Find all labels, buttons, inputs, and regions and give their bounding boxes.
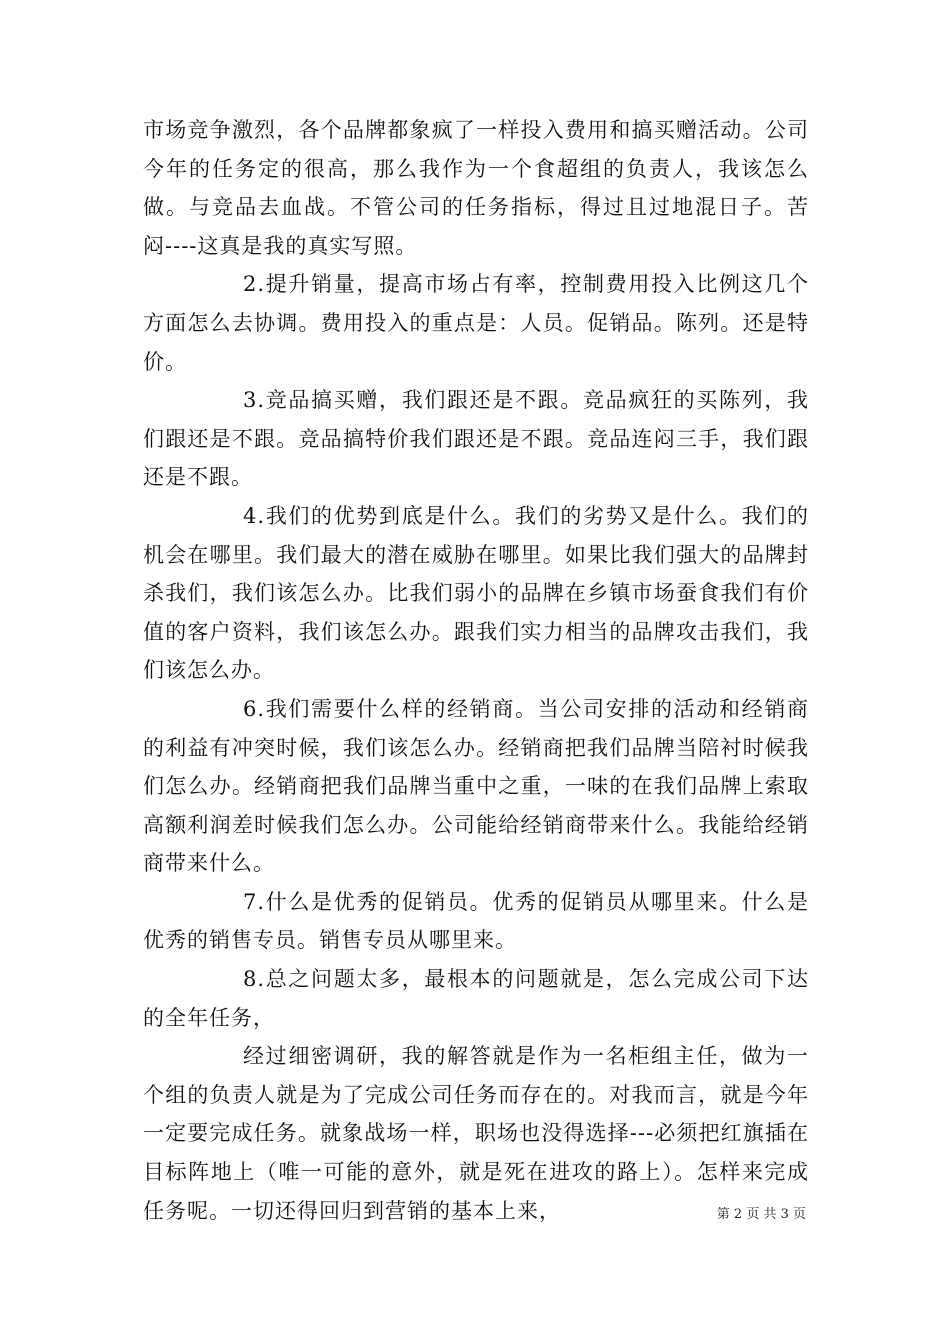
paragraph-intro: 市场竞争激烈，各个品牌都象疯了一样投入费用和搞买赠活动。公司今年的任务定的很高，那么我作为一个食超组的负责人，我该怎么做。与竞品去血战。不管公司的任务指标，得过且过地混日子。苦闷----这真是我的真实写照。 (143, 118, 809, 258)
paragraph-item-6: 6.我们需要什么样的经销商。当公司安排的活动和经销商的利益有冲突时候，我们该怎么办。经销商把我们品牌当陪衬时候我们怎么办。经销商把我们品牌当重中之重，一味的在我们品牌上索取高额利润差时候我们怎么办。公司能给经销商带来什么。我能给经销商带来什么。 (143, 696, 809, 876)
paragraph-item-3: 3.竞品搞买赠，我们跟还是不跟。竞品疯狂的买陈列，我们跟还是不跟。竞品搞特价我们跟还是不跟。竞品连闷三手，我们跟还是不跟。 (143, 388, 809, 490)
paragraph-item-7: 7.什么是优秀的促销员。优秀的促销员从哪里来。什么是优秀的销售专员。销售专员从哪里来。 (143, 889, 809, 953)
paragraph-conclusion: 经过细密调研，我的解答就是作为一名柜组主任，做为一个组的负责人就是为了完成公司任务而存在的。对我而言，就是今年一定要完成任务。就象战场一样，职场也没得选择---必须把红旗插在目标阵地上（唯一可能的意外，就是死在进攻的路上）。怎样来完成任务呢。一切还得回归到营销的基本上来， (143, 1044, 809, 1223)
paragraph-item-8: 8.总之问题太多，最根本的问题就是，怎么完成公司下达的全年任务， (143, 967, 809, 1030)
paragraph-item-4: 4.我们的优势到底是什么。我们的劣势又是什么。我们的机会在哪里。我们最大的潜在威胁在哪里。如果比我们强大的品牌封杀我们，我们该怎么办。比我们弱小的品牌在乡镇市场蚕食我们有价值的客户资料，我们该怎么办。跟我们实力相当的品牌攻击我们，我们该怎么办。 (143, 503, 809, 683)
paragraph-item-2: 2.提升销量，提高市场占有率，控制费用投入比例这几个方面怎么去协调。费用投入的重点是：人员。促销品。陈列。还是特价。 (143, 272, 809, 374)
document-body (143, 111, 809, 1230)
page-number-footer: 第 2 页 共 3 页 (716, 1207, 806, 1222)
